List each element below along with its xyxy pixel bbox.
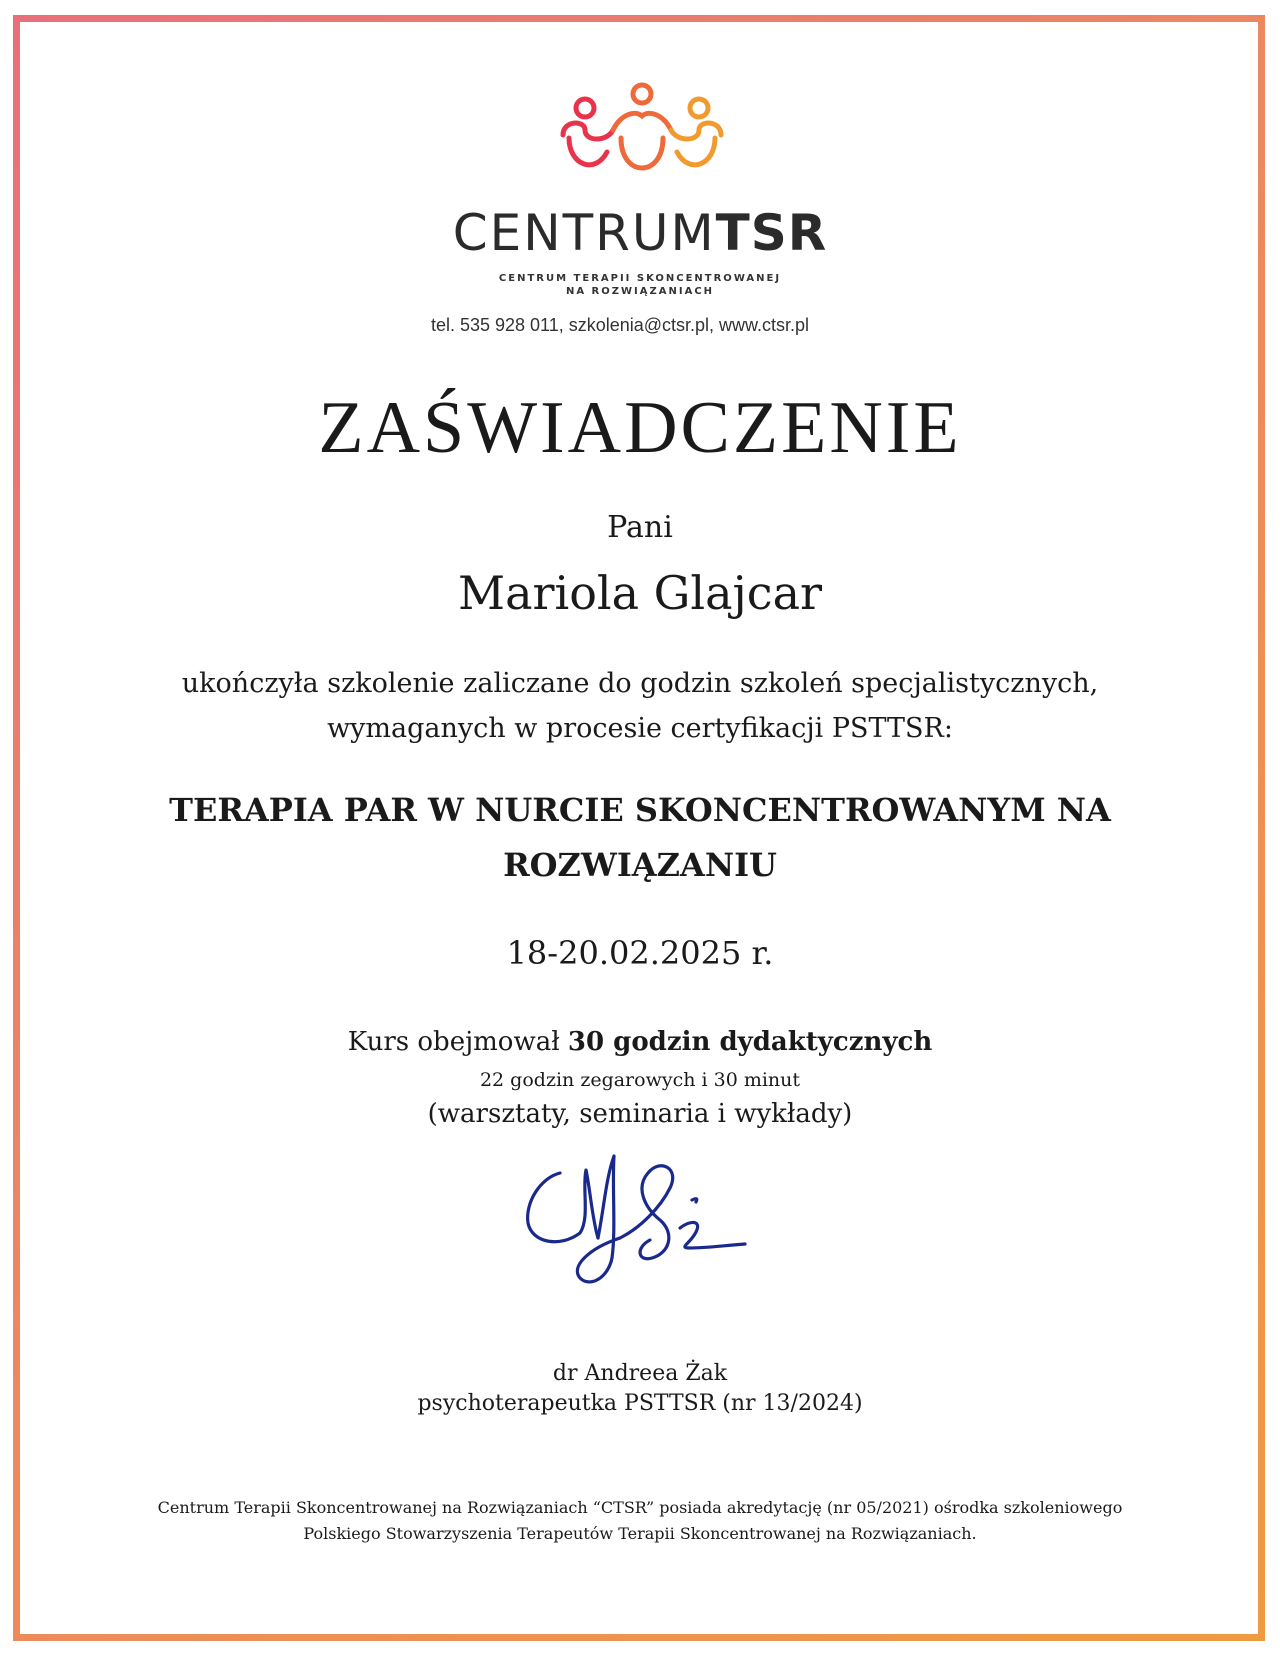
handwritten-signature	[520, 1148, 765, 1298]
recipient-salutation: Pani	[607, 510, 673, 545]
contact-info: tel. 535 928 011, szkolenia@ctsr.pl, www.ctsr.pl	[430, 315, 810, 335]
recipient-name: Mariola Glajcar	[457, 566, 822, 620]
course-title-line1: TERAPIA PAR W NURCIE SKONCENTROWANYM NA	[169, 791, 1111, 829]
completion-text-line1: ukończyła szkolenie zaliczane do godzin szkoleń specjalistycznych,	[181, 668, 1099, 699]
course-hours-bold: 30 godzin dydaktycznych	[567, 1027, 933, 1057]
course-hours-prefix: Kurs obejmował	[347, 1027, 568, 1057]
course-hours	[0, 1026, 1280, 1058]
brand-subtitle-line2: NA ROZWIĄZANIACH	[565, 286, 715, 297]
brand-bold-text: TSR	[715, 204, 828, 262]
accreditation-note-line2: Polskiego Stowarzyszenia Terapeutów Terapii Skoncentrowanej na Rozwiązaniach.	[303, 1524, 977, 1543]
certificate-title: ZAŚWIADCZENIE	[318, 387, 962, 469]
signer-name: dr Andreea Żak	[552, 1361, 728, 1386]
brand-logotype	[0, 203, 1280, 263]
signer-title: psychoterapeutka PSTTSR (nr 13/2024)	[417, 1391, 863, 1416]
accreditation-note-line1: Centrum Terapii Skoncentrowanej na Rozwiązaniach “CTSR” posiada akredytację (nr 05/2021) ośrodka szkoleniowego	[157, 1498, 1123, 1517]
course-date: 18-20.02.2025 r.	[506, 934, 774, 972]
three-people-logo-icon	[555, 80, 730, 190]
course-forms: (warsztaty, seminaria i wykłady)	[427, 1099, 853, 1129]
course-title-line2: ROZWIĄZANIU	[503, 846, 777, 884]
brand-light-text: CENTRUM	[452, 204, 716, 262]
clock-hours: 22 godzin zegarowych i 30 minut	[479, 1069, 801, 1091]
completion-text-line2: wymaganych w procesie certyfikacji PSTTSR:	[327, 713, 953, 744]
brand-subtitle-line1: CENTRUM TERAPII SKONCENTROWANEJ	[498, 273, 782, 284]
brand-subtitle	[0, 272, 1280, 298]
